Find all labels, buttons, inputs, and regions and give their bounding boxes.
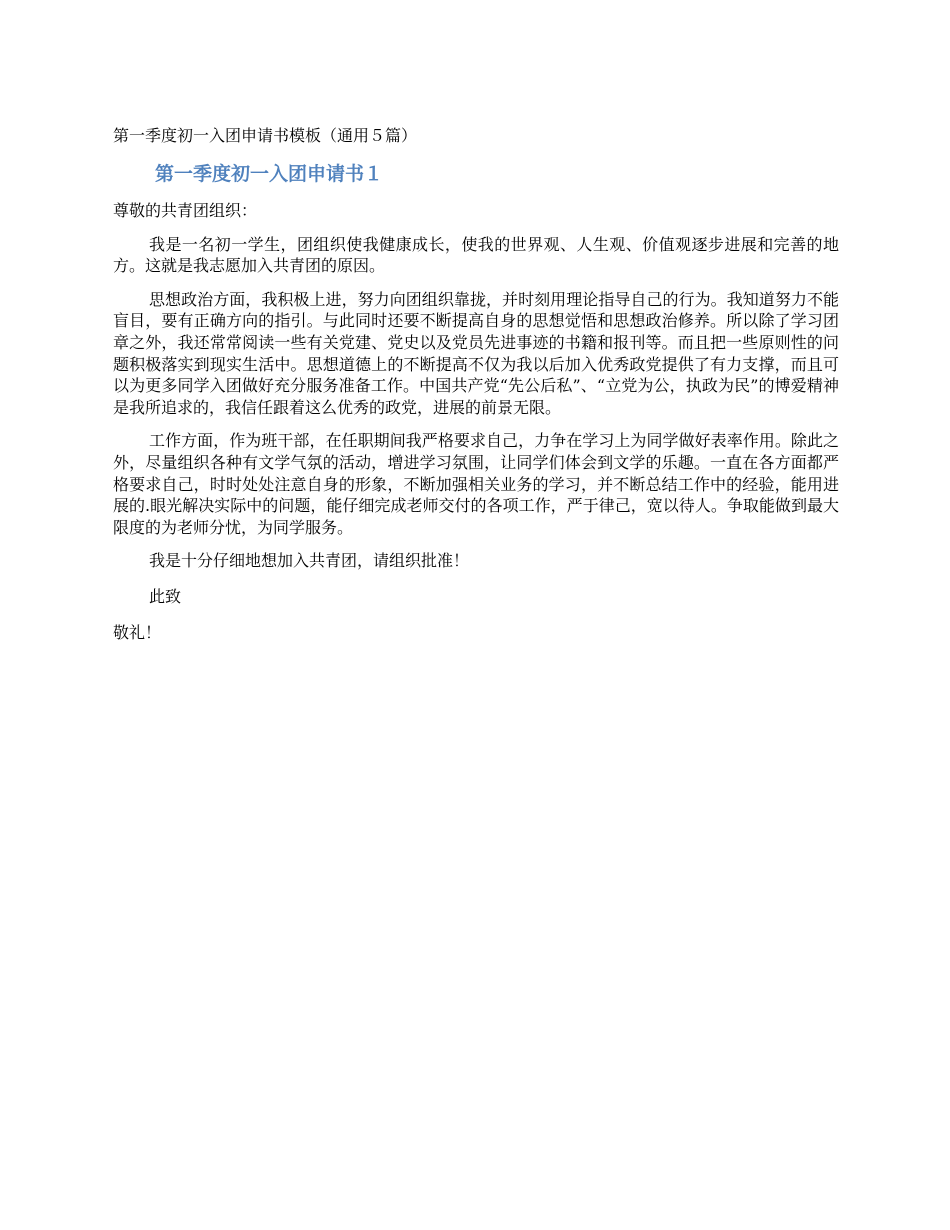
document-title: 第一季度初一入团申请书模板（通用５篇） [113, 126, 418, 145]
closing-line-2: 敬礼！ [113, 622, 162, 642]
paragraph-request: 我是十分仔细地想加入共青团，请组织批准！ [149, 551, 470, 571]
document-page [113, 124, 839, 655]
section-heading: 第一季度初一入团申请书１ [155, 163, 384, 185]
paragraph-work: 工作方面，作为班干部，在任职期间我严格要求自己，力争在学习上为同学做好表率作用。除此之外，尽量组织各种有文学气氛的活动，增进学习氛围，让同学们体会到文学的乐趣。一直在各方面都严格要求自己，时时处处注意自身的形象，不断加强相关业务的学习，并不断总结工作中的经验，能用进展的.眼光解决实际中的问题，能仔细完成老师交付的各项工作，严于律己，宽以待人。争取能做到最大限度的为老师分忧，为同学服务。 [113, 431, 839, 537]
closing-line-1: 此致 [149, 586, 182, 606]
salutation: 尊敬的共青团组织： [113, 201, 258, 220]
paragraph-intro: 我是一名初一学生，团组织使我健康成长，使我的世界观、人生观、价值观逐步进展和完善的地方。这就是我志愿加入共青团的原因。 [113, 234, 839, 276]
paragraph-ideology: 思想政治方面，我积极上进，努力向团组织靠拢，并时刻用理论指导自己的行为。我知道努力不能盲目，要有正确方向的指引。与此同时还要不断提高自身的思想觉悟和思想政治修养。所以除了学习团章之外，我还常常阅读一些有关党建、党史以及党员先进事迹的书籍和报刊等。而且把一些原则性的问题积极落实到现实生活中。思想道德上的不断提高不仅为我以后加入优秀政党提供了有力支撑，而且可以为更多同学入团做好充分服务准备工作。中国共产党“先公后私”、“立党为公，执政为民”的博爱精神是我所追求的，我信任跟着这么优秀的政党，进展的前景无限。 [113, 289, 839, 417]
